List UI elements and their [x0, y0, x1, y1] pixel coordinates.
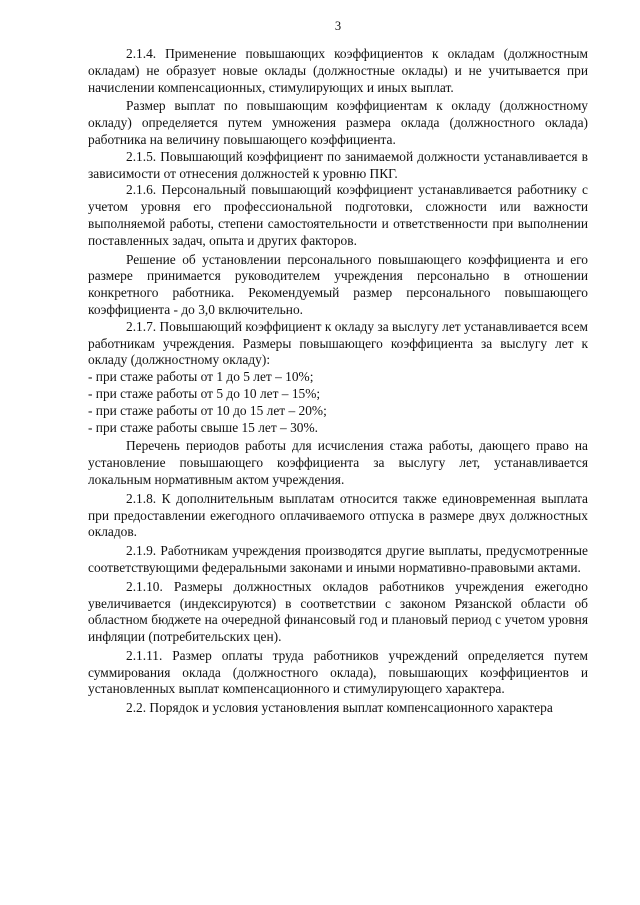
paragraph-periods: Перечень периодов работы для исчисления стажа работы, дающего право на установление повышающего коэффициента за выслугу лет, устанавливается локальным нормативным актом учреждения.: [88, 438, 588, 487]
paragraph-2-1-5: 2.1.5. Повышающий коэффициент по занимаемой должности устанавливается в зависимости от отнесения должностей к уровню ПКГ.: [88, 148, 588, 181]
paragraph-2-1-6: 2.1.6. Персональный повышающий коэффициент устанавливается работнику с учетом уровня его профессиональной подготовки, сложности или важности выполняемой работы, степени самостоятельности и ответственности при выполнении поставленных задач, опыта и других факторов.: [88, 182, 588, 248]
list-item: - при стаже работы от 10 до 15 лет – 20%;: [88, 402, 327, 418]
page-number: 3: [334, 19, 342, 33]
paragraph-2-1-11: 2.1.11. Размер оплаты труда работников учреждений определяется путем суммирования оклада (должностного оклада), повышающих коэффициентов и установленных выплат компенсационного и стимулирующего характера.: [88, 647, 588, 697]
paragraph-payment-size: Размер выплат по повышающим коэффициентам к окладу (должностному окладу) определяется путем умножения размера оклада (должностного оклада) работника на величину повышающего коэффициента.: [88, 98, 588, 147]
paragraph-2-1-4: 2.1.4. Применение повышающих коэффициентов к окладам (должностным окладам) не образует новые оклады (должностные оклады) и не учитывается при начислении компенсационных, стимулирующих и иных выплат.: [88, 46, 588, 95]
paragraph-2-1-10: 2.1.10. Размеры должностных окладов работников учреждения ежегодно увеличивается (индексируются) в соответствии с законом Рязанской области об областном бюджете на очередной финансовый год и плановый период с учетом уровня инфляции (потребительских цен).: [88, 578, 588, 645]
seniority-list: [88, 369, 588, 436]
paragraph-2-1-9: 2.1.9. Работникам учреждения производятся другие выплаты, предусмотренные соответствующими федеральными законами и иными нормативно-правовыми актами.: [88, 543, 588, 575]
paragraph-decision: Решение об установлении персонального повышающего коэффициента и его размере принимается руководителем учреждения персонально в отношении конкретного работника. Рекомендуемый размер персонального повышающего коэффициента - до 3,0 включительно.: [88, 251, 588, 317]
list-item: - при стаже работы свыше 15 лет – 30%.: [88, 419, 318, 435]
paragraph-2-1-7: 2.1.7. Повышающий коэффициент к окладу за выслугу лет устанавливается всем работникам учреждения. Размеры повышающего коэффициента за выслугу лет к окладу (должностному окладу):: [88, 318, 588, 368]
paragraph-2-2: 2.2. Порядок и условия установления выплат компенсационного характера: [126, 700, 553, 716]
list-item: - при стаже работы от 5 до 10 лет – 15%;: [88, 385, 321, 401]
list-item: - при стаже работы от 1 до 5 лет – 10%;: [88, 369, 314, 385]
document-page: [88, 18, 588, 717]
paragraph-2-1-8: 2.1.8. К дополнительным выплатам относится также единовременная выплата при предоставлении ежегодного оплачиваемого отпуска в размере двух должностных окладов.: [88, 490, 588, 540]
